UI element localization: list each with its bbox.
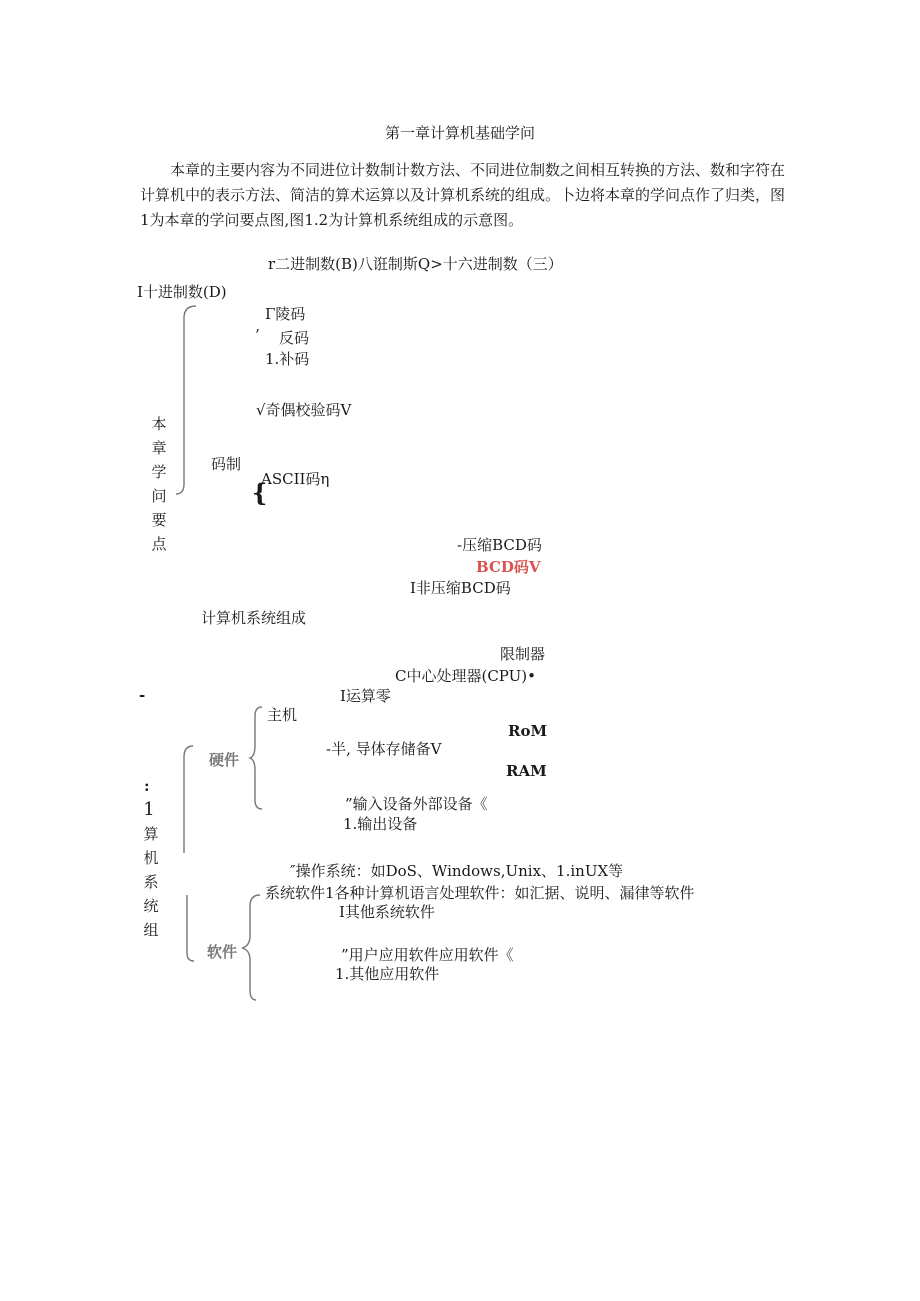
other-system-software: I其他系统软件 xyxy=(339,903,435,921)
decimal-line: I十进制数(D) xyxy=(137,283,227,301)
page-title: 第一章计算机基础学问 xyxy=(384,124,535,142)
ram: RAM xyxy=(506,762,547,780)
system-heading: 计算机系统组成 xyxy=(201,609,307,627)
intro-paragraph: 本章的主要内容为不同进位计数制计数方法、不同进位制数之间相互转换的方法、数和字符在计算机中的表示方法、简洁的算术运算以及计算机系统的组成。卜边将本章的学问点作了归类，图1为本章的学问要点图,图1.2为计算机系统组成的示意图。 xyxy=(140,161,786,229)
packed-bcd: -压缩BCD码 xyxy=(457,536,542,554)
user-application: ”用户应用软件应用软件《 xyxy=(341,946,514,964)
hardware-label: 硬件 xyxy=(209,751,240,769)
side-char: 1 xyxy=(143,799,155,820)
side-char: 系 xyxy=(143,873,159,891)
cpu: C中心处理器(CPU)• xyxy=(395,667,536,685)
side-char: 统 xyxy=(143,897,159,915)
software-left-brace xyxy=(181,895,195,965)
brace-char: { xyxy=(252,478,268,507)
host-brace xyxy=(250,706,264,810)
rom: RoM xyxy=(508,722,548,740)
dash-mark: - xyxy=(139,686,146,704)
number-systems-line: r二进制数(B)八诳制斯Q>十六进制数（三） xyxy=(268,255,563,273)
system-software: 系统软件1各种计算机语言处理软件：如汇据、说明、漏律等软件 xyxy=(265,884,695,902)
other-application: 1.其他应用软件 xyxy=(335,965,440,983)
side-char: 章 xyxy=(151,439,167,457)
side-char: 机 xyxy=(143,849,159,867)
unpacked-bcd: I非压缩BCD码 xyxy=(410,579,511,597)
input-device: ”输入设备外部设备《 xyxy=(345,795,488,813)
side-char: 点 xyxy=(151,535,167,553)
host: 主机 xyxy=(267,706,298,724)
original-code: Γ陵码 xyxy=(265,305,306,323)
side-char: 算 xyxy=(143,825,159,843)
code-system-label: 码制 xyxy=(211,455,242,473)
alu: I运算零 xyxy=(340,687,391,705)
side-char: 组 xyxy=(143,921,159,939)
bcd-code: BCD码V xyxy=(476,558,541,576)
semiconductor-storage: -半, 导体存储备V xyxy=(326,740,442,758)
operating-system: ″操作系统：如DoS、Windows,Unix、1.inUX等 xyxy=(290,862,624,880)
software-brace xyxy=(242,894,262,1002)
tick-mark: ’ xyxy=(255,326,260,344)
colon-mark: : xyxy=(144,777,150,795)
side-char: 本 xyxy=(151,415,167,433)
parity-code: √奇偶校验码V xyxy=(256,401,352,419)
output-device: 1.输出设备 xyxy=(343,815,418,833)
inverse-code: 反码 xyxy=(279,329,310,347)
system-outer-brace xyxy=(178,745,194,855)
side-char: 要 xyxy=(151,511,167,529)
knowledge-brace xyxy=(176,304,200,496)
software-label: 软件 xyxy=(207,943,238,961)
complement-code: 1.补码 xyxy=(265,350,310,368)
ascii-code: ASCII码η xyxy=(261,470,330,488)
side-char: 学 xyxy=(151,463,167,481)
side-char: 问 xyxy=(151,487,167,505)
controller: 限制器 xyxy=(500,645,546,663)
